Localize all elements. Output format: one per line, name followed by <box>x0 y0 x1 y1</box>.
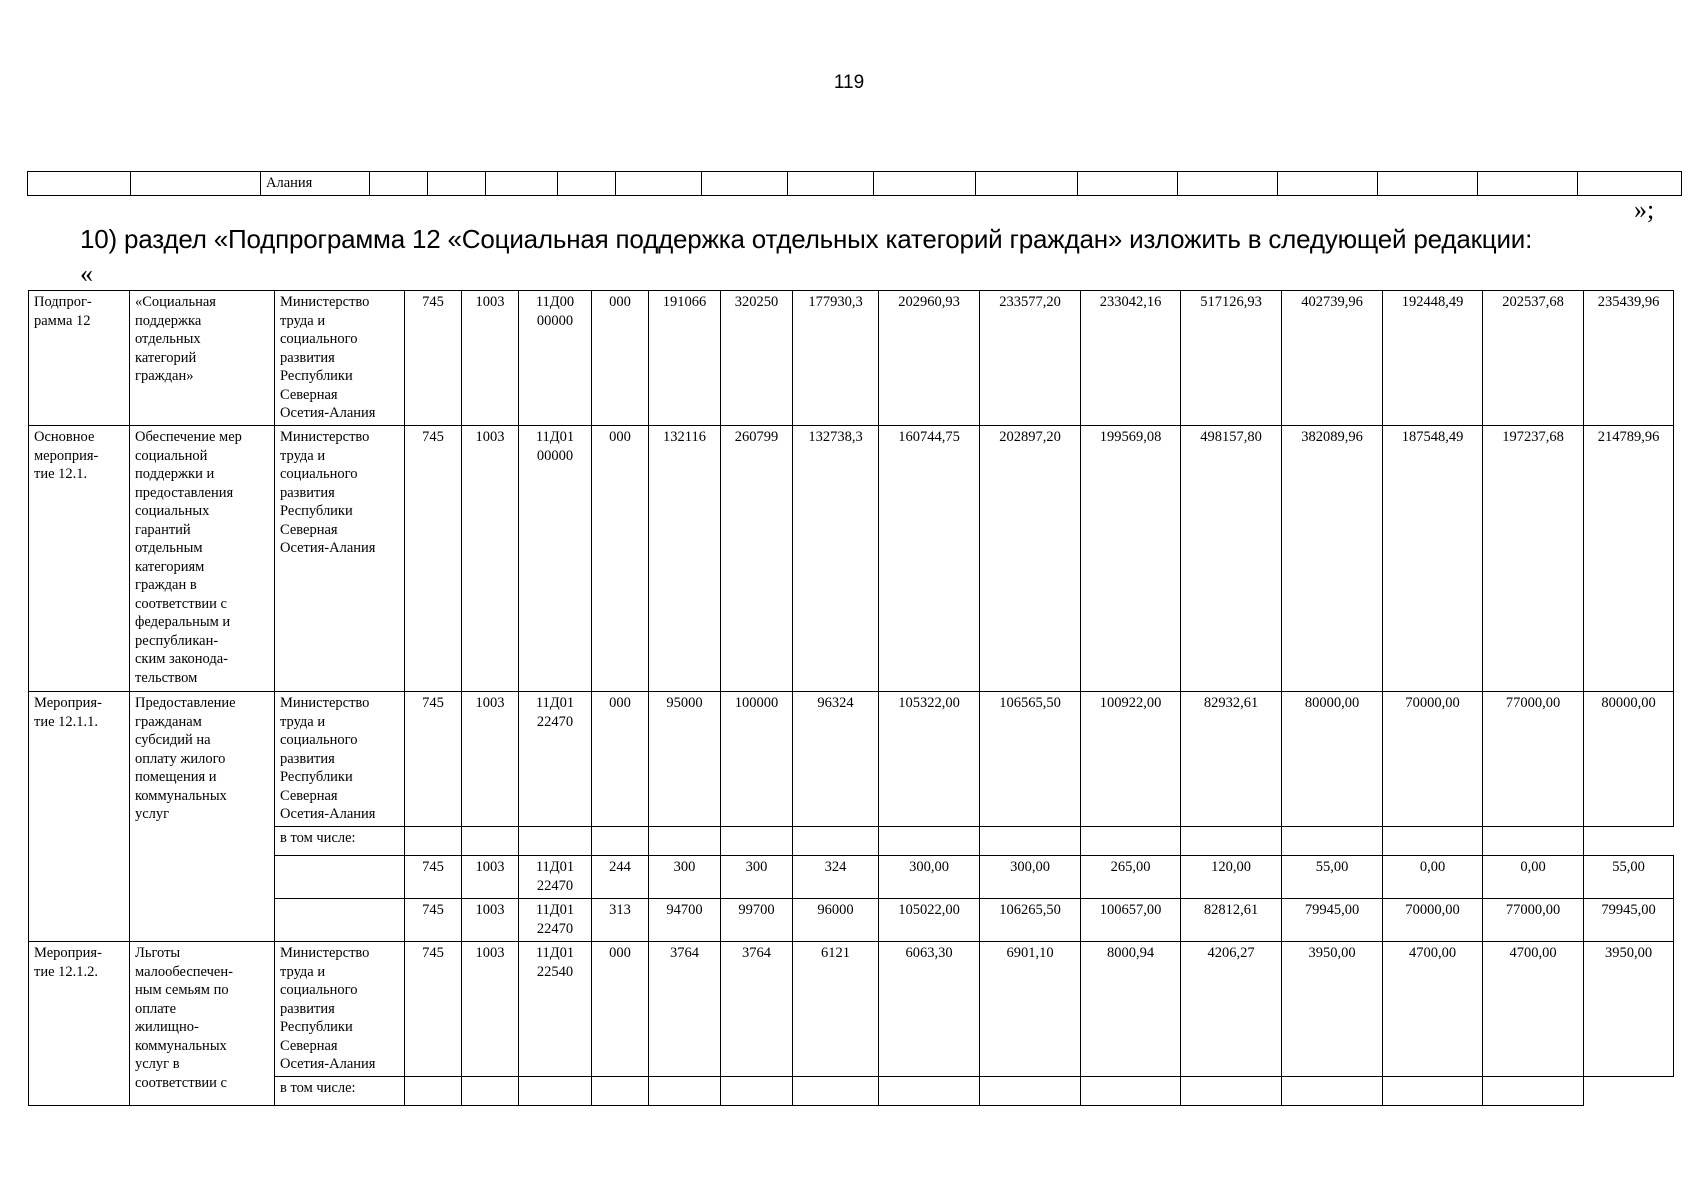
table-cell <box>275 856 405 899</box>
table-cell: 199569,08 <box>1081 426 1181 692</box>
table-cell: 96000 <box>793 899 879 942</box>
table-cell: Предоставление гражданам субсидий на оплату жилого помещения и коммунальных услуг <box>130 692 275 942</box>
table-cell <box>1478 172 1578 196</box>
table-cell: 202537,68 <box>1483 291 1584 426</box>
table-cell: 79945,00 <box>1282 899 1383 942</box>
table-row <box>29 426 1674 692</box>
table-cell <box>405 1077 462 1106</box>
page-number: 119 <box>833 72 865 93</box>
table-row <box>29 899 1674 942</box>
table-cell: 000 <box>592 692 649 827</box>
table-cell <box>275 899 405 942</box>
table-cell <box>702 172 788 196</box>
table-cell: 745 <box>405 856 462 899</box>
table-cell: 745 <box>405 426 462 692</box>
table-cell: 8000,94 <box>1081 942 1181 1077</box>
table-cell <box>519 1077 592 1106</box>
table-cell: в том числе: <box>275 827 405 856</box>
table-cell: 6121 <box>793 942 879 1077</box>
table-cell: Министерство труда и социального развития Республики Северная Осетия-Алания <box>275 291 405 426</box>
table-cell <box>879 827 980 856</box>
table-cell: 4700,00 <box>1383 942 1483 1077</box>
table-cell: 55,00 <box>1282 856 1383 899</box>
table-cell: 100657,00 <box>1081 899 1181 942</box>
table-cell: 1003 <box>462 899 519 942</box>
table-cell: 77000,00 <box>1483 899 1584 942</box>
table-cell <box>519 827 592 856</box>
table-cell: 106565,50 <box>980 692 1081 827</box>
table-cell: Министерство труда и социального развития Республики Северная Осетия-Алания <box>275 692 405 827</box>
table-cell: 300 <box>721 856 793 899</box>
table-cell: 233577,20 <box>980 291 1081 426</box>
table-cell <box>486 172 558 196</box>
table-cell: «Социальная поддержка отдельных категорий граждан» <box>130 291 275 426</box>
table-cell: 1003 <box>462 291 519 426</box>
table-row <box>29 1077 1674 1106</box>
table-cell: 244 <box>592 856 649 899</box>
table-cell: Подпрог- рамма 12 <box>29 291 130 426</box>
table-cell: 320250 <box>721 291 793 426</box>
table-cell: 187548,49 <box>1383 426 1483 692</box>
table-cell <box>980 1077 1081 1106</box>
table-cell <box>428 172 486 196</box>
table-cell: Мероприя- тие 12.1.1. <box>29 692 130 942</box>
table-cell: 11Д01 22470 <box>519 692 592 827</box>
table-cell: 80000,00 <box>1584 692 1674 827</box>
table-cell: 235439,96 <box>1584 291 1674 426</box>
table-cell: 99700 <box>721 899 793 942</box>
table-cell <box>1483 827 1584 856</box>
continuation-table <box>27 171 1682 196</box>
table-cell <box>1278 172 1378 196</box>
table-cell: 82932,61 <box>1181 692 1282 827</box>
table-cell: Мероприя- тие 12.1.2. <box>29 942 130 1106</box>
table-cell: 3764 <box>649 942 721 1077</box>
table-cell <box>879 1077 980 1106</box>
table-cell: 402739,96 <box>1282 291 1383 426</box>
table-cell: 382089,96 <box>1282 426 1383 692</box>
table-cell: 191066 <box>649 291 721 426</box>
table-cell <box>874 172 976 196</box>
table-cell: 202960,93 <box>879 291 980 426</box>
table-cell <box>1378 172 1478 196</box>
table-cell <box>1181 827 1282 856</box>
section-heading: 10) раздел «Подпрограмма 12 «Социальная поддержка отдельных категорий граждан» изложить в следующей редакции: <box>80 224 1533 254</box>
table-cell: 3764 <box>721 942 793 1077</box>
table-cell <box>592 827 649 856</box>
table-row <box>29 692 1674 827</box>
table-cell: 265,00 <box>1081 856 1181 899</box>
table-cell: 6063,30 <box>879 942 980 1077</box>
table-cell: 1003 <box>462 942 519 1077</box>
table-cell: 1003 <box>462 426 519 692</box>
table-cell: Обеспечение мер социальной поддержки и предоставления социальных гарантий отдельным категориям граждан в соответствии с федеральным и республикан- ским законода- тельством <box>130 426 275 692</box>
table-cell <box>462 827 519 856</box>
table-cell: 192448,49 <box>1383 291 1483 426</box>
table-cell: 197237,68 <box>1483 426 1584 692</box>
closing-quote: »; <box>1634 195 1655 224</box>
table-cell <box>1081 1077 1181 1106</box>
table-cell <box>405 827 462 856</box>
table-cell: 79945,00 <box>1584 899 1674 942</box>
table-cell: 0,00 <box>1383 856 1483 899</box>
table-cell: 80000,00 <box>1282 692 1383 827</box>
table-cell: 4206,27 <box>1181 942 1282 1077</box>
table-cell <box>721 1077 793 1106</box>
table-cell: 105022,00 <box>879 899 980 942</box>
table-cell <box>788 172 874 196</box>
table-cell <box>1178 172 1278 196</box>
table-cell <box>28 172 131 196</box>
table-cell: 11Д01 22470 <box>519 899 592 942</box>
table-cell: 11Д01 22470 <box>519 856 592 899</box>
table-cell: 1003 <box>462 856 519 899</box>
table-cell: Министерство труда и социального развития Республики Северная Осетия-Алания <box>275 942 405 1077</box>
table-cell <box>976 172 1078 196</box>
table-cell: 3950,00 <box>1584 942 1674 1077</box>
table-cell <box>592 1077 649 1106</box>
table-cell: 96324 <box>793 692 879 827</box>
table-cell <box>1078 172 1178 196</box>
table-cell <box>649 827 721 856</box>
table-cell: в том числе: <box>275 1077 405 1106</box>
table-cell <box>370 172 428 196</box>
table-cell: 11Д00 00000 <box>519 291 592 426</box>
table-cell: 498157,80 <box>1181 426 1282 692</box>
table-cell: 300,00 <box>879 856 980 899</box>
budget-table <box>28 290 1674 1106</box>
table-cell: 94700 <box>649 899 721 942</box>
table-cell: 000 <box>592 291 649 426</box>
table-cell: 300,00 <box>980 856 1081 899</box>
table-row <box>29 291 1674 426</box>
table-cell: 100922,00 <box>1081 692 1181 827</box>
table-cell: 000 <box>592 942 649 1077</box>
table-cell: 745 <box>405 291 462 426</box>
table-cell: 82812,61 <box>1181 899 1282 942</box>
table-cell <box>793 827 879 856</box>
table-cell: 70000,00 <box>1383 899 1483 942</box>
table-cell <box>1578 172 1682 196</box>
table-cell <box>1282 827 1383 856</box>
table-cell: 132116 <box>649 426 721 692</box>
table-cell: 77000,00 <box>1483 692 1584 827</box>
opening-quote: « <box>80 259 93 288</box>
table-cell: Алания <box>261 172 370 196</box>
table-cell: 313 <box>592 899 649 942</box>
table-cell: 260799 <box>721 426 793 692</box>
table-row <box>29 827 1674 856</box>
table-cell <box>462 1077 519 1106</box>
table-cell: 11Д01 22540 <box>519 942 592 1077</box>
table-cell <box>793 1077 879 1106</box>
table-cell <box>649 1077 721 1106</box>
table-cell: 1003 <box>462 692 519 827</box>
table-cell <box>1081 827 1181 856</box>
table-cell <box>558 172 616 196</box>
table-cell: 324 <box>793 856 879 899</box>
table-cell: 11Д01 00000 <box>519 426 592 692</box>
table-cell: 202897,20 <box>980 426 1081 692</box>
table-cell: 4700,00 <box>1483 942 1584 1077</box>
table-cell: 105322,00 <box>879 692 980 827</box>
table-cell <box>1383 1077 1483 1106</box>
table-cell: 177930,3 <box>793 291 879 426</box>
table-cell <box>1383 827 1483 856</box>
table-cell: 6901,10 <box>980 942 1081 1077</box>
table-cell: 745 <box>405 692 462 827</box>
table-cell: 106265,50 <box>980 899 1081 942</box>
table-cell: 745 <box>405 899 462 942</box>
table-row <box>29 942 1674 1077</box>
table-cell: Основное мероприя- тие 12.1. <box>29 426 130 692</box>
table-cell: 000 <box>592 426 649 692</box>
table-cell <box>1282 1077 1383 1106</box>
table-row <box>29 856 1674 899</box>
table-cell: 95000 <box>649 692 721 827</box>
table-cell <box>1483 1077 1584 1106</box>
table-cell: 160744,75 <box>879 426 980 692</box>
table-cell <box>980 827 1081 856</box>
table-cell: Министерство труда и социального развития Республики Северная Осетия-Алания <box>275 426 405 692</box>
table-cell: 517126,93 <box>1181 291 1282 426</box>
table-cell: 132738,3 <box>793 426 879 692</box>
table-cell: 120,00 <box>1181 856 1282 899</box>
table-cell: 300 <box>649 856 721 899</box>
table-cell <box>131 172 261 196</box>
table-cell: 100000 <box>721 692 793 827</box>
table-cell: 214789,96 <box>1584 426 1674 692</box>
table-cell <box>616 172 702 196</box>
table-cell: 3950,00 <box>1282 942 1383 1077</box>
table-cell: 745 <box>405 942 462 1077</box>
table-cell: 55,00 <box>1584 856 1674 899</box>
table-cell: Льготы малообеспечен- ным семьям по оплате жилищно- коммунальных услуг в соответствии с <box>130 942 275 1106</box>
table-cell <box>1181 1077 1282 1106</box>
table-cell: 0,00 <box>1483 856 1584 899</box>
continuation-row <box>28 172 1682 196</box>
table-cell <box>721 827 793 856</box>
table-cell: 70000,00 <box>1383 692 1483 827</box>
table-cell: 233042,16 <box>1081 291 1181 426</box>
